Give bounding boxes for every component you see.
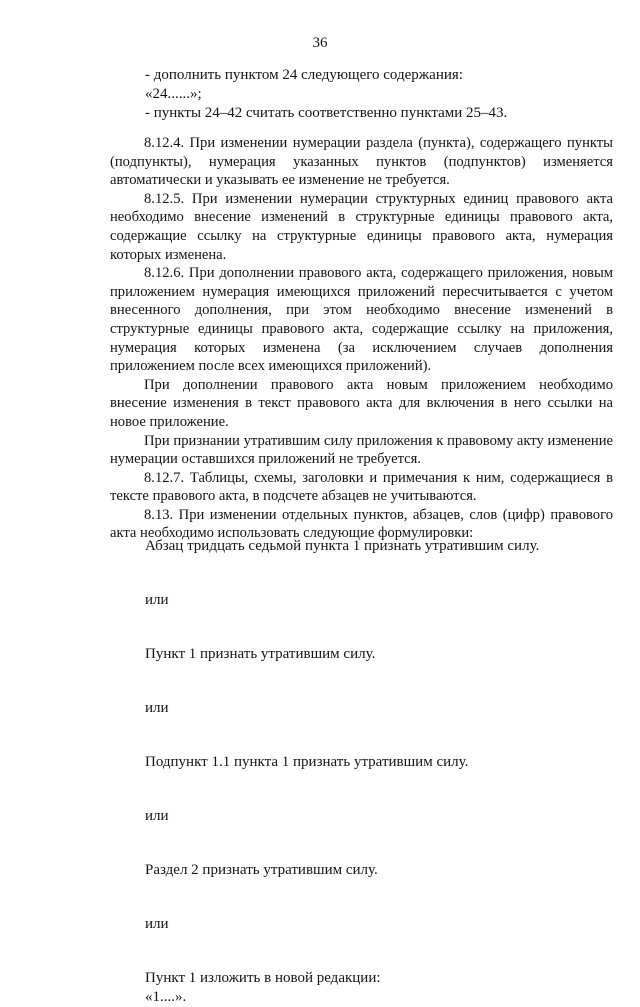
- paragraph-8-13: 8.13. При изменении отдельных пунктов, абзацев, слов (цифр) правового акта необходимо использовать следующие формулировки:: [110, 506, 613, 542]
- formula-text: «1....».: [145, 989, 187, 1005]
- formula-text: Пункт 1 изложить в новой редакции:: [145, 970, 381, 986]
- formula-text: Абзац тридцать седьмой пункта 1 признать утратившим силу.: [145, 538, 540, 554]
- paragraph-new-appendix: При дополнении правового акта новым приложением необходимо внесение изменения в текст правового акта для включения в него ссылки на новое приложение.: [110, 376, 613, 430]
- intro-line: «24......»;: [145, 86, 202, 102]
- page-number: 36: [312, 35, 328, 51]
- formula-text: Пункт 1 признать утратившим силу.: [145, 646, 376, 662]
- paragraph-8-12-4: 8.12.4. При изменении нумерации раздела (пункта), содержащего пункты (подпункты), нумерация указанных пунктов (подпунктов) изменяется автоматически и указывать ее изменение не требуется.: [110, 135, 613, 189]
- paragraph-appendix-void: При признании утратившим силу приложения к правовому акту изменение нумерации оставшихся приложений не требуется.: [110, 432, 613, 468]
- document-body: [110, 134, 613, 543]
- formula-separator: или: [145, 808, 169, 824]
- formula-text: Раздел 2 признать утратившим силу.: [145, 862, 378, 878]
- paragraph-8-12-7: 8.12.7. Таблицы, схемы, заголовки и примечания к ним, содержащиеся в тексте правового акта, в подсчете абзацев не учитываются.: [110, 469, 613, 505]
- paragraph-8-12-6: 8.12.6. При дополнении правового акта, содержащего приложения, новым приложением нумерация имеющихся приложений пересчитывается с учетом внесенного дополнения, при этом необходимо внесение изменений в структурные единицы правового акта, содержащие ссылку на приложения, нумерация которых изменена (за исключением случаев дополнения приложением после всех имеющихся приложений).: [110, 265, 613, 375]
- intro-line: - дополнить пунктом 24 следующего содержания:: [145, 67, 463, 83]
- intro-block: [145, 66, 615, 123]
- formula-separator: или: [145, 916, 169, 932]
- intro-line: - пункты 24–42 считать соответственно пунктами 25–43.: [145, 105, 508, 121]
- formulas-block: [145, 537, 615, 1007]
- formula-text: Подпункт 1.1 пункта 1 признать утратившим силу.: [145, 754, 469, 770]
- formula-separator: или: [145, 700, 169, 716]
- paragraph-8-12-5: 8.12.5. При изменении нумерации структурных единиц правового акта необходимо внесение изменений в структурные единицы правового акта, содержащие ссылку на структурные единицы правового акта, нумерация которых изменена.: [110, 190, 613, 263]
- formula-separator: или: [145, 592, 169, 608]
